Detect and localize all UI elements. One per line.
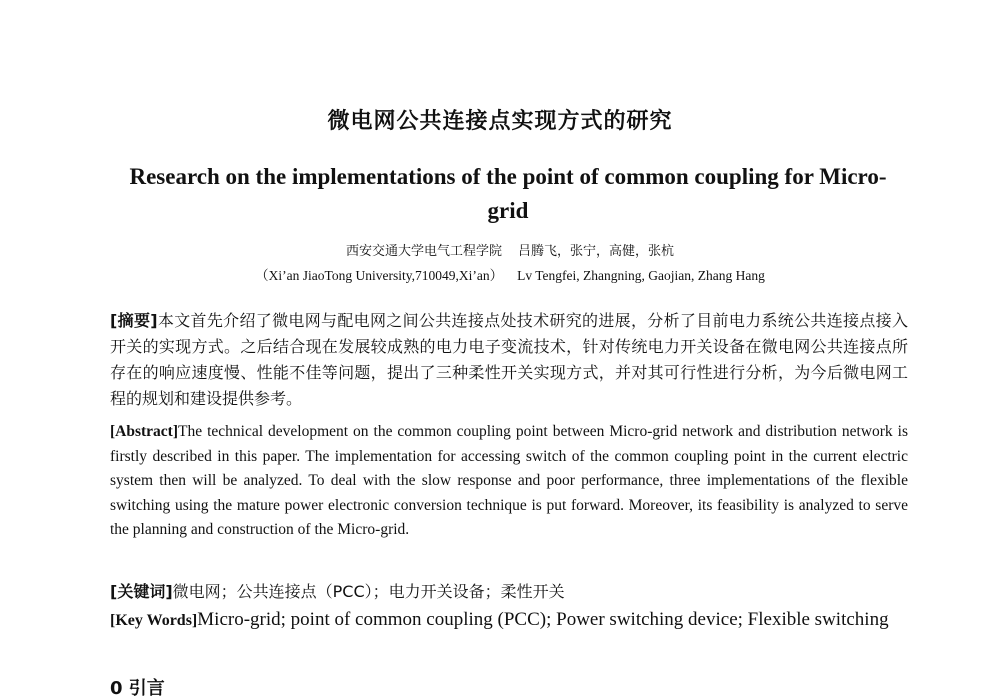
authors-chinese bbox=[0, 240, 1000, 259]
keywords-chinese-text: 微电网；公共连接点（PCC）；电力开关设备；柔性开关 bbox=[172, 582, 565, 601]
abstract-english bbox=[110, 420, 908, 543]
keywords-chinese-tag: [关键词] bbox=[110, 582, 173, 601]
author-names-chinese: 吕腾飞，张宁，高健，张杭 bbox=[518, 244, 675, 259]
abstract-english-tag: [Abstract] bbox=[110, 423, 179, 440]
affiliation-chinese: 西安交通大学电气工程学院 bbox=[345, 244, 502, 259]
abstract-english-text: The technical development on the common coupling point between Micro-grid network and distribution network is firstly described in this paper. The implementation for accessing switch of the common coupling point in the current electric system then will be analyzed. To deal with the slow response and poor performance, three implementations of the flexible switching using the mature power electronic conversion technique is put forward. Moreover, its feasibility is analyzed to serve the planning and construction of the Micro-grid. bbox=[110, 423, 908, 538]
keywords-english bbox=[110, 606, 908, 635]
author-names-english: Lv Tengfei, Zhangning, Gaojian, Zhang Hang bbox=[517, 268, 765, 283]
title-chinese: 微电网公共连接点实现方式的研究 bbox=[327, 109, 673, 134]
abstract-chinese-tag: [摘要] bbox=[110, 311, 158, 330]
keywords-english-text: Micro-grid; point of common coupling (PCC); Power switching device; Flexible switching bbox=[197, 609, 889, 630]
keywords-english-tag: [Key Words] bbox=[110, 612, 198, 629]
abstract-chinese bbox=[110, 308, 908, 412]
keywords-chinese bbox=[110, 580, 908, 604]
affiliation-english: （Xi’an JiaoTong University,710049,Xi’an） bbox=[255, 268, 504, 283]
section-heading: 0 引言 bbox=[110, 678, 165, 699]
title-english: Research on the implementations of the point of common coupling for Micro-grid bbox=[129, 164, 887, 223]
authors-english bbox=[0, 264, 1000, 284]
abstract-chinese-text: 本文首先介绍了微电网与配电网之间公共连接点处技术研究的进展，分析了目前电力系统公共连接点接入开关的实现方式。之后结合现在发展较成熟的电力电子变流技术，针对传统电力开关设备在微电网公共连接点所存在的响应速度慢、性能不佳等问题，提出了三种柔性开关实现方式，并对其可行性进行分析，为今后微电网工程的规划和建设提供参考。 bbox=[110, 311, 908, 408]
